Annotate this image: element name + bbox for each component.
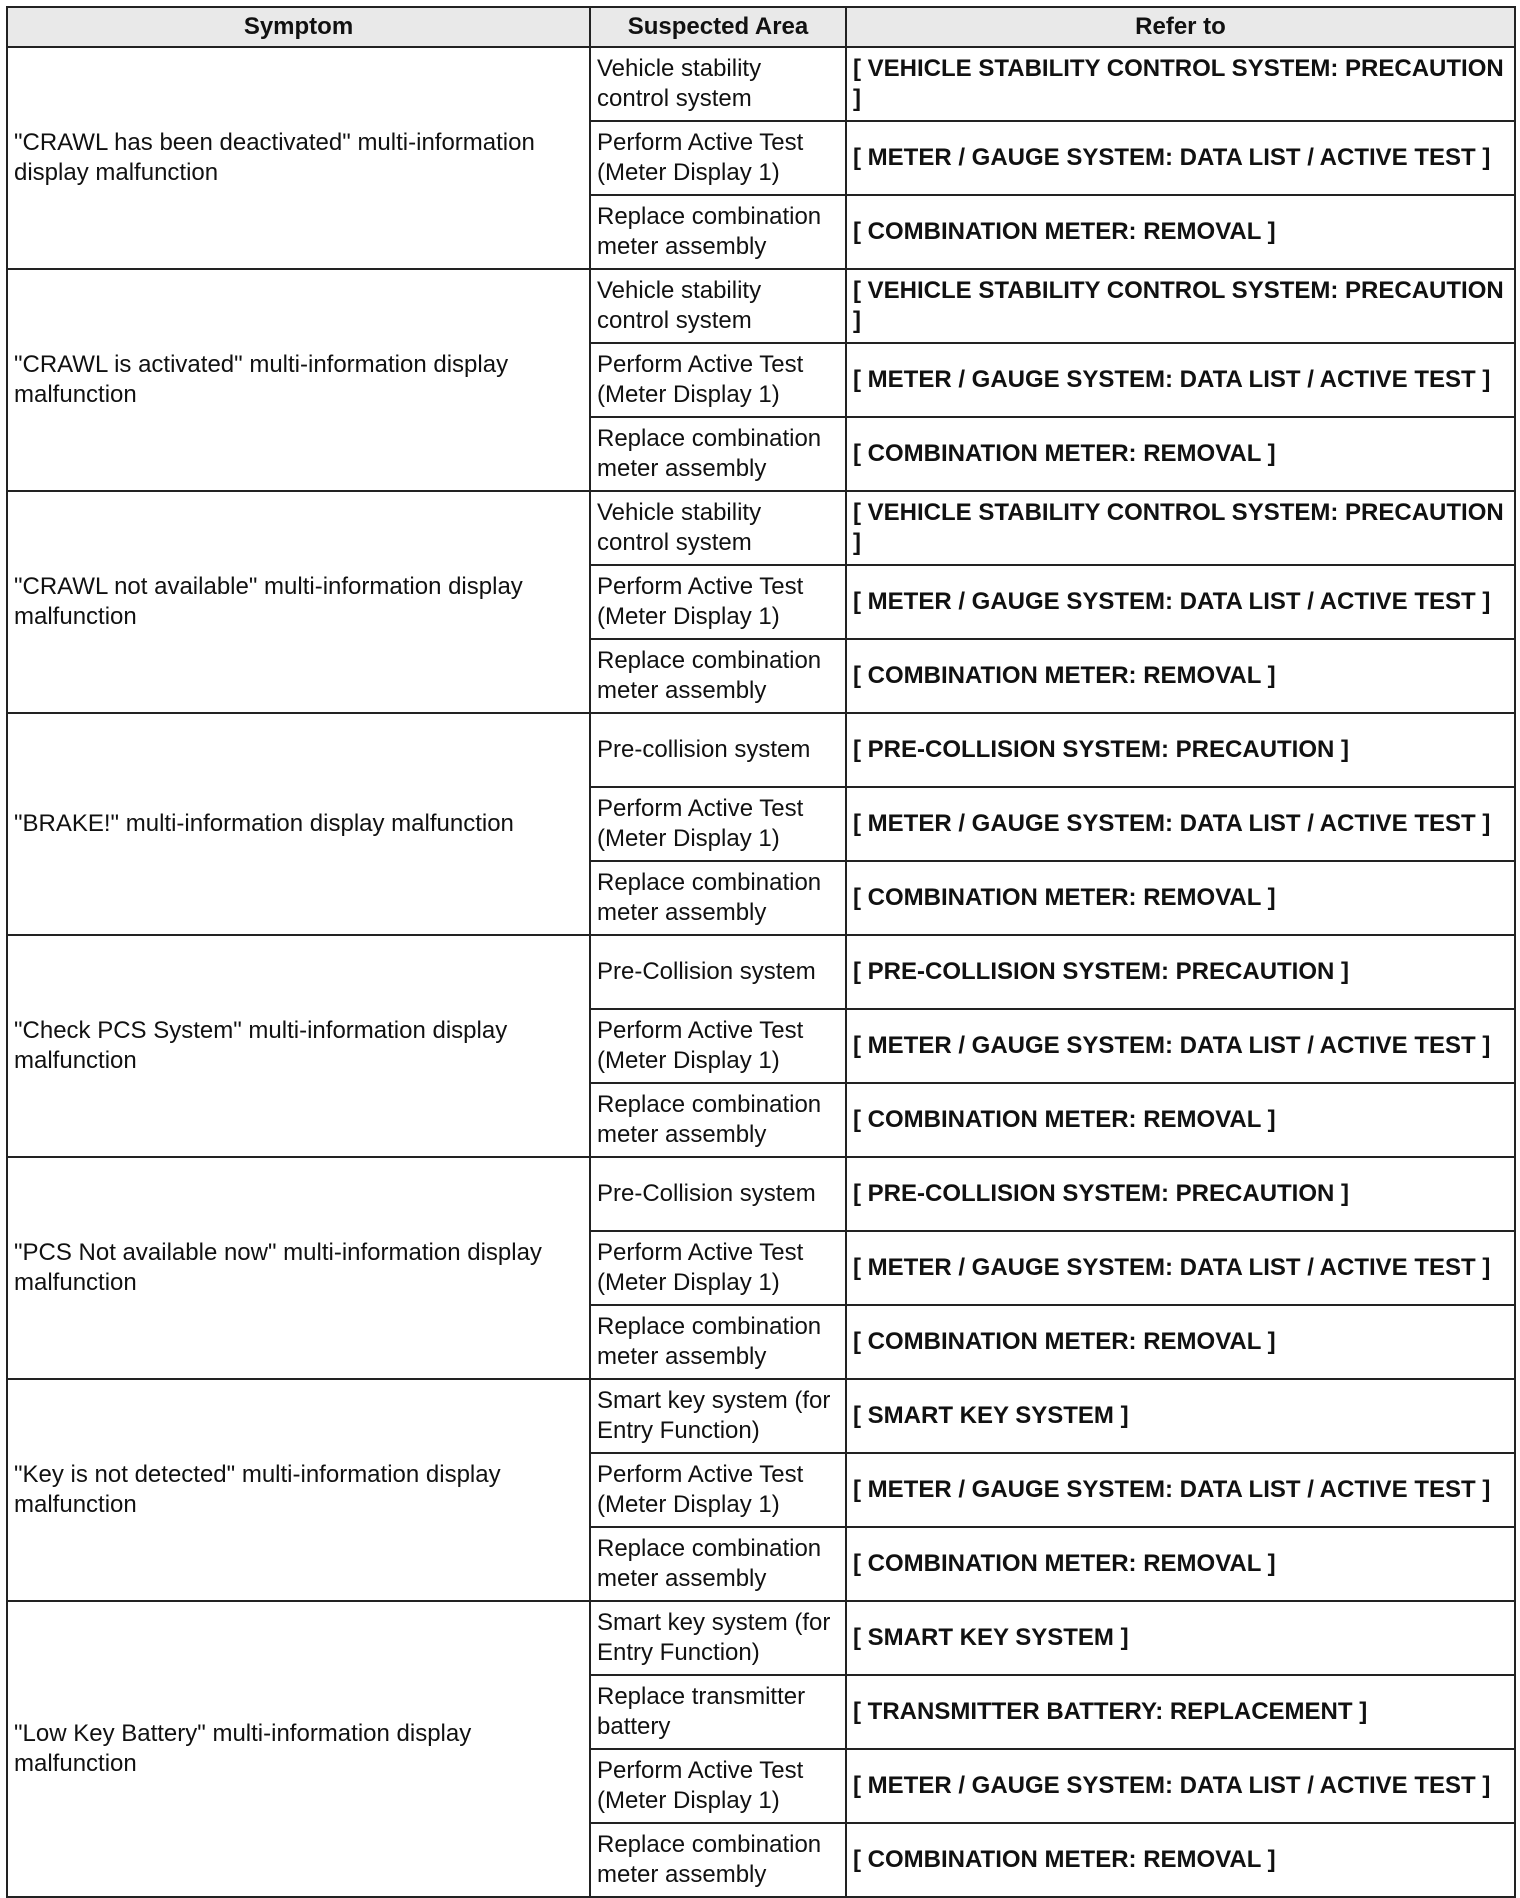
suspected-area-cell: Perform Active Test (Meter Display 1) [590, 1231, 846, 1305]
refer-to-cell: [ COMBINATION METER: REMOVAL ] [846, 1527, 1515, 1601]
suspected-area-cell: Perform Active Test (Meter Display 1) [590, 787, 846, 861]
refer-to-cell: [ METER / GAUGE SYSTEM: DATA LIST / ACTIVE TEST ] [846, 121, 1515, 195]
suspected-area-cell: Pre-Collision system [590, 1157, 846, 1231]
suspected-area-cell: Replace combination meter assembly [590, 1527, 846, 1601]
table-row [7, 935, 1515, 1009]
table-row [7, 1379, 1515, 1453]
table-row [7, 713, 1515, 787]
refer-to-cell: [ COMBINATION METER: REMOVAL ] [846, 1083, 1515, 1157]
symptom-cell: "CRAWL has been deactivated" multi-information display malfunction [7, 47, 590, 269]
header-row [7, 7, 1515, 47]
suspected-area-cell: Vehicle stability control system [590, 47, 846, 121]
suspected-area-cell: Vehicle stability control system [590, 269, 846, 343]
suspected-area-cell: Perform Active Test (Meter Display 1) [590, 121, 846, 195]
symptom-cell: "Low Key Battery" multi-information display malfunction [7, 1601, 590, 1897]
refer-to-cell: [ PRE-COLLISION SYSTEM: PRECAUTION ] [846, 713, 1515, 787]
refer-to-cell: [ PRE-COLLISION SYSTEM: PRECAUTION ] [846, 1157, 1515, 1231]
suspected-area-cell: Replace transmitter battery [590, 1675, 846, 1749]
refer-to-cell: [ METER / GAUGE SYSTEM: DATA LIST / ACTIVE TEST ] [846, 343, 1515, 417]
header-symptom: Symptom [7, 7, 590, 47]
refer-to-cell: [ METER / GAUGE SYSTEM: DATA LIST / ACTIVE TEST ] [846, 565, 1515, 639]
symptom-table [6, 6, 1516, 1898]
refer-to-cell: [ VEHICLE STABILITY CONTROL SYSTEM: PRECAUTION ] [846, 47, 1515, 121]
refer-to-cell: [ COMBINATION METER: REMOVAL ] [846, 861, 1515, 935]
suspected-area-cell: Perform Active Test (Meter Display 1) [590, 1009, 846, 1083]
suspected-area-cell: Replace combination meter assembly [590, 639, 846, 713]
symptom-cell: "Check PCS System" multi-information display malfunction [7, 935, 590, 1157]
suspected-area-cell: Replace combination meter assembly [590, 1083, 846, 1157]
refer-to-cell: [ METER / GAUGE SYSTEM: DATA LIST / ACTIVE TEST ] [846, 1231, 1515, 1305]
refer-to-cell: [ METER / GAUGE SYSTEM: DATA LIST / ACTIVE TEST ] [846, 787, 1515, 861]
refer-to-cell: [ COMBINATION METER: REMOVAL ] [846, 1305, 1515, 1379]
suspected-area-cell: Replace combination meter assembly [590, 417, 846, 491]
table-row [7, 1157, 1515, 1231]
refer-to-cell: [ COMBINATION METER: REMOVAL ] [846, 1823, 1515, 1897]
suspected-area-cell: Replace combination meter assembly [590, 861, 846, 935]
suspected-area-cell: Replace combination meter assembly [590, 1823, 846, 1897]
suspected-area-cell: Perform Active Test (Meter Display 1) [590, 1749, 846, 1823]
refer-to-cell: [ METER / GAUGE SYSTEM: DATA LIST / ACTIVE TEST ] [846, 1453, 1515, 1527]
refer-to-cell: [ METER / GAUGE SYSTEM: DATA LIST / ACTIVE TEST ] [846, 1009, 1515, 1083]
header-refer-to: Refer to [846, 7, 1515, 47]
symptom-cell: "CRAWL is activated" multi-information display malfunction [7, 269, 590, 491]
table-body [7, 47, 1515, 1897]
suspected-area-cell: Replace combination meter assembly [590, 195, 846, 269]
suspected-area-cell: Pre-Collision system [590, 935, 846, 1009]
refer-to-cell: [ VEHICLE STABILITY CONTROL SYSTEM: PRECAUTION ] [846, 269, 1515, 343]
suspected-area-cell: Vehicle stability control system [590, 491, 846, 565]
symptom-cell: "BRAKE!" multi-information display malfunction [7, 713, 590, 935]
refer-to-cell: [ COMBINATION METER: REMOVAL ] [846, 417, 1515, 491]
table-row [7, 491, 1515, 565]
suspected-area-cell: Perform Active Test (Meter Display 1) [590, 343, 846, 417]
suspected-area-cell: Perform Active Test (Meter Display 1) [590, 565, 846, 639]
refer-to-cell: [ METER / GAUGE SYSTEM: DATA LIST / ACTIVE TEST ] [846, 1749, 1515, 1823]
refer-to-cell: [ TRANSMITTER BATTERY: REPLACEMENT ] [846, 1675, 1515, 1749]
refer-to-cell: [ SMART KEY SYSTEM ] [846, 1379, 1515, 1453]
table-row [7, 269, 1515, 343]
refer-to-cell: [ PRE-COLLISION SYSTEM: PRECAUTION ] [846, 935, 1515, 1009]
header-suspected-area: Suspected Area [590, 7, 846, 47]
refer-to-cell: [ SMART KEY SYSTEM ] [846, 1601, 1515, 1675]
suspected-area-cell: Perform Active Test (Meter Display 1) [590, 1453, 846, 1527]
suspected-area-cell: Smart key system (for Entry Function) [590, 1379, 846, 1453]
table-row [7, 1601, 1515, 1675]
suspected-area-cell: Replace combination meter assembly [590, 1305, 846, 1379]
symptom-cell: "Key is not detected" multi-information display malfunction [7, 1379, 590, 1601]
refer-to-cell: [ COMBINATION METER: REMOVAL ] [846, 639, 1515, 713]
table-row [7, 47, 1515, 121]
suspected-area-cell: Pre-collision system [590, 713, 846, 787]
symptom-cell: "PCS Not available now" multi-information display malfunction [7, 1157, 590, 1379]
refer-to-cell: [ VEHICLE STABILITY CONTROL SYSTEM: PRECAUTION ] [846, 491, 1515, 565]
suspected-area-cell: Smart key system (for Entry Function) [590, 1601, 846, 1675]
symptom-cell: "CRAWL not available" multi-information display malfunction [7, 491, 590, 713]
refer-to-cell: [ COMBINATION METER: REMOVAL ] [846, 195, 1515, 269]
